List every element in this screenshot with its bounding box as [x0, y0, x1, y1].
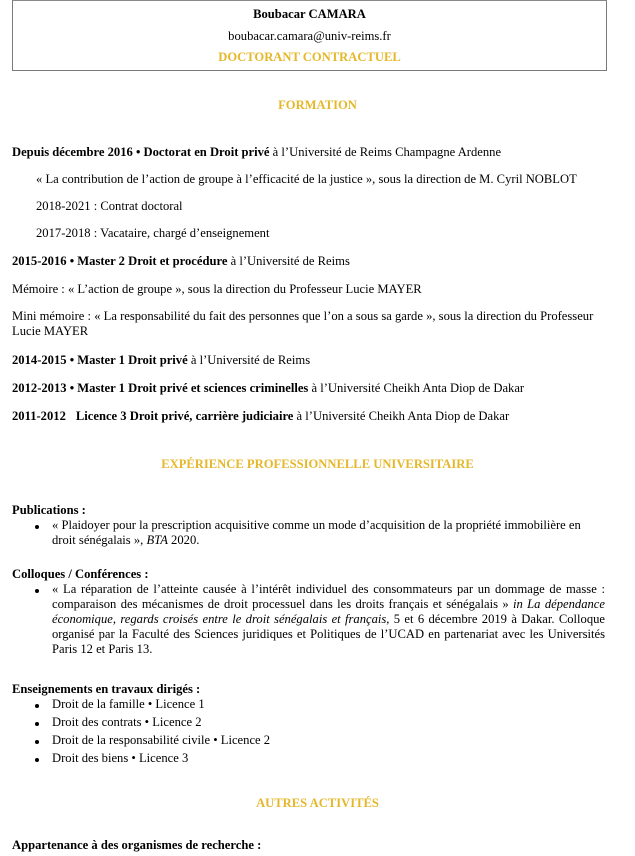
section-title-experience: EXPÉRIENCE PROFESSIONNELLE UNIVERSITAIRE	[161, 457, 474, 471]
bullet-icon	[35, 758, 39, 762]
formation-master1-reims	[12, 353, 310, 368]
master2-title: 2015-2016 • Master 2 Droit et procédure	[12, 254, 228, 268]
master2-mini-memoire: Mini mémoire : « La responsabilité du fait des personnes que l’on a sous sa garde », sous la direction du Professeur Lucie MAYER	[12, 309, 594, 338]
publication-item	[52, 518, 605, 548]
enseignement-item: Droit des contrats • Licence 2	[52, 715, 202, 729]
master1-reims-university: à l’Université de Reims	[187, 353, 311, 367]
colloque-publication: in La dépendance économique, regards croisés entre le droit sénégalais et français,	[52, 597, 605, 626]
master1-reims-title: 2014-2015 • Master 1 Droit privé	[12, 353, 188, 367]
doctorat-thesis: « La contribution de l’action de groupe à l’efficacité de la justice », sous la direction de M. Cyril NOBLOT	[36, 172, 577, 186]
formation-doctorat	[12, 145, 501, 160]
cv-header	[12, 0, 607, 71]
publication-year: 2020.	[167, 533, 200, 547]
master1-dakar-title: 2012-2013 • Master 1 Droit privé et sciences criminelles	[12, 381, 309, 395]
bullet-icon	[35, 704, 39, 708]
bullet-icon	[35, 722, 39, 726]
licence3-university: à l’Université Cheikh Anta Diop de Dakar	[293, 409, 510, 423]
enseignements-label: Enseignements en travaux dirigés :	[12, 682, 201, 696]
colloques-label: Colloques / Conférences :	[12, 567, 149, 581]
publication-journal: BTA	[146, 533, 168, 547]
licence3-title: Licence 3 Droit privé, carrière judiciaire	[75, 409, 294, 423]
colloque-text: « La réparation de l’atteinte causée à l’intérêt individuel des consommateurs par un dommage de masse : comparaison des mécanismes de droit processuel dans les droits français et sénégalais »	[52, 582, 605, 611]
formation-master2	[12, 254, 350, 269]
person-name: Boubacar CAMARA	[253, 7, 366, 21]
master2-university: à l’Université de Reims	[227, 254, 350, 268]
master1-dakar-university: à l’Université Cheikh Anta Diop de Dakar	[308, 381, 525, 395]
enseignement-item: Droit des biens • Licence 3	[52, 751, 189, 765]
master2-memoire: Mémoire : « L’action de groupe », sous la direction du Professeur Lucie MAYER	[12, 282, 422, 296]
doctorat-vacataire: 2017-2018 : Vacataire, chargé d’enseignement	[36, 226, 270, 240]
enseignement-item: Droit de la responsabilité civile • Licence 2	[52, 733, 271, 747]
formation-master1-dakar	[12, 381, 524, 396]
doctorat-contract: 2018-2021 : Contrat doctoral	[36, 199, 183, 213]
section-title-autres: AUTRES ACTIVITÉS	[256, 796, 379, 810]
bullet-icon	[35, 525, 39, 529]
publications-label: Publications :	[12, 503, 86, 517]
enseignement-item: Droit de la famille • Licence 1	[52, 697, 205, 711]
colloque-item	[52, 582, 605, 657]
doctorat-title: Depuis décembre 2016 • Doctorat en Droit privé	[12, 145, 270, 159]
doctorat-university: à l’Université de Reims Champagne Ardenne	[269, 145, 502, 159]
publication-text: « Plaidoyer pour la prescription acquisitive comme un mode d’acquisition de la propriété immobilière en droit sénégalais »,	[52, 518, 581, 547]
bullet-icon	[35, 740, 39, 744]
licence3-year: 2011-2012	[12, 409, 66, 423]
job-title: DOCTORANT CONTRACTUEL	[218, 50, 401, 64]
email-address[interactable]: boubacar.camara@univ-reims.fr	[228, 29, 391, 43]
organismes-label: Appartenance à des organismes de recherche :	[12, 838, 262, 852]
colloque-details: 5 et 6 décembre 2019 à Dakar. Colloque organisé par la Faculté des Sciences juridiques et Politiques de l’UCAD en partenariat avec les Universités Paris 12 et Paris 13.	[52, 612, 605, 656]
section-title-formation: FORMATION	[278, 98, 357, 112]
bullet-icon	[35, 589, 39, 593]
formation-licence3	[12, 409, 509, 424]
